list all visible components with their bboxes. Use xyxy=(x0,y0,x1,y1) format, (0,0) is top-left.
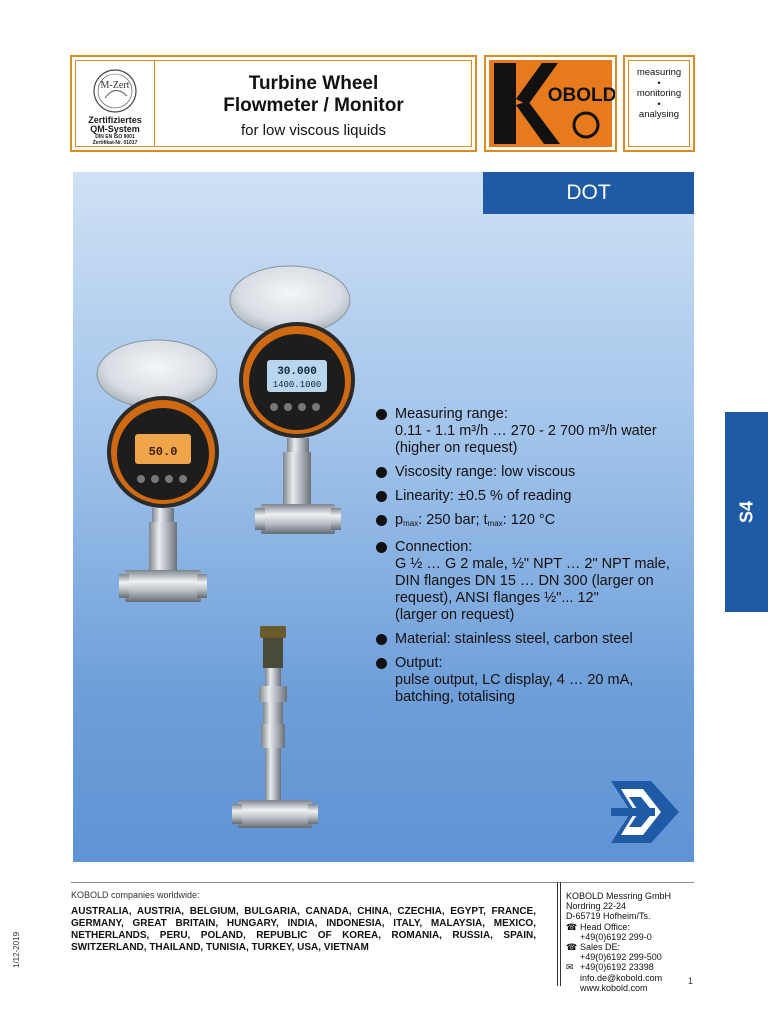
subscript-max: max xyxy=(487,519,503,528)
right-flowmeter xyxy=(230,266,355,534)
footer-contact xyxy=(566,891,694,993)
feature-output xyxy=(376,655,694,706)
footer-divider xyxy=(71,882,694,883)
website-link[interactable]: www.kobold.com xyxy=(580,982,648,993)
bullet-icon xyxy=(376,634,387,645)
phone-icon: ☎ xyxy=(566,942,578,953)
footer-caption: KOBOLD companies worldwide: xyxy=(71,890,200,900)
model-badge: DOT xyxy=(483,172,694,214)
feature-text: pulse output, LC display, 4 … 20 mA, xyxy=(395,672,634,688)
title-line-1: Turbine Wheel xyxy=(248,73,379,94)
feature-pressure-temperature xyxy=(376,512,694,532)
subtitle: for low viscous liquids xyxy=(240,122,387,139)
tag-dot: • xyxy=(657,99,661,109)
fax-row xyxy=(566,962,694,972)
cert-line-3: DIN EN ISO 9001 xyxy=(95,134,135,140)
kobold-arrow-icon xyxy=(611,781,679,843)
bullet-icon xyxy=(376,515,387,526)
feature-text: 0.11 - 1.1 m³/h … 270 - 2 700 m³/h water xyxy=(395,423,657,439)
footer-vertical-rule xyxy=(557,882,558,986)
footer-worldwide xyxy=(71,890,536,954)
right-display-top: 30.000 xyxy=(277,366,317,378)
feature-text: Connection: xyxy=(395,539,473,555)
phone-icon: ☎ xyxy=(566,921,578,932)
right-display-bottom: 1400.1000 xyxy=(272,380,322,390)
m-zert-seal-icon xyxy=(87,66,143,116)
head-office-row xyxy=(566,922,694,942)
feature-linearity xyxy=(376,488,694,505)
compact-flowmeter xyxy=(232,626,318,828)
title-block xyxy=(156,73,471,142)
feature-text xyxy=(395,512,694,532)
tagline-inner xyxy=(628,60,690,147)
feature-text: G ½ … G 2 male, ½" NPT … 2" NPT male, xyxy=(395,556,670,572)
bullet-icon xyxy=(376,467,387,478)
feature-text: batching, totalising xyxy=(395,689,516,705)
cert-divider xyxy=(154,61,155,146)
feature-text: Measuring range: xyxy=(395,406,508,422)
head-office-phone[interactable]: +49(0)6192 299-0 xyxy=(580,931,652,942)
tag-dot: • xyxy=(657,78,661,88)
subscript-max: max xyxy=(403,519,419,528)
tag-analysing: analysing xyxy=(638,109,680,120)
feature-material xyxy=(376,631,694,648)
temperature-value: : 120 °C xyxy=(502,512,556,528)
header-title-box xyxy=(70,55,477,152)
footer-vertical-rule xyxy=(560,882,561,986)
feature-connection xyxy=(376,539,694,624)
header-title-inner xyxy=(75,60,472,147)
company-name: KOBOLD Messring GmbH xyxy=(566,891,672,901)
bullet-icon xyxy=(376,491,387,502)
section-tab-label: S4 xyxy=(736,500,756,524)
head-office-label: Head Office: xyxy=(580,921,630,932)
feature-text: (higher on request) xyxy=(395,440,518,456)
cert-line-1: Zertifiziertes xyxy=(88,115,142,125)
feature-viscosity xyxy=(376,464,694,481)
feature-text: Output: xyxy=(395,655,443,671)
sales-label: Sales DE: xyxy=(580,942,621,953)
logo-wordmark: OBOLD xyxy=(547,85,615,106)
sales-row xyxy=(566,942,694,962)
left-flowmeter xyxy=(97,340,219,602)
email-link[interactable]: info.de@kobold.com xyxy=(580,972,663,983)
tag-monitoring: monitoring xyxy=(636,88,682,99)
kobold-logo xyxy=(484,55,617,152)
city-address: D-65719 Hofheim/Ts. xyxy=(566,911,651,922)
section-tab xyxy=(725,412,768,612)
fax-number: +49(0)6192 23398 xyxy=(580,962,654,973)
title-line-2: Flowmeter / Monitor xyxy=(223,95,404,116)
tagline-box xyxy=(623,55,695,152)
seal-text: M-Zert xyxy=(100,80,130,91)
bullet-icon xyxy=(376,658,387,669)
fax-icon: ✉ xyxy=(566,962,574,973)
p-symbol: p xyxy=(395,512,404,528)
left-display-value: 50.0 xyxy=(148,445,178,459)
certification-badge xyxy=(82,66,148,148)
page-number: 1 xyxy=(688,976,694,986)
feature-text: Linearity: ±0.5 % of reading xyxy=(395,488,572,504)
feature-text: Viscosity range: low viscous xyxy=(395,464,576,480)
kobold-logo-icon xyxy=(486,57,615,150)
bullet-icon xyxy=(376,542,387,553)
pressure-value: : 250 bar; t xyxy=(418,512,488,528)
feature-text: (larger on request) xyxy=(395,607,515,623)
cert-line-4: Zertifikat-Nr. 01017 xyxy=(92,140,138,146)
feature-measuring-range xyxy=(376,406,694,457)
bullet-icon xyxy=(376,409,387,420)
date-code: 1/12-2019 xyxy=(12,931,21,968)
feature-text: Material: stainless steel, carbon steel xyxy=(395,631,633,647)
feature-text: DIN flanges DN 15 … DN 300 (larger on xyxy=(395,573,654,589)
feature-list xyxy=(376,406,694,713)
sales-phone[interactable]: +49(0)6192 299-500 xyxy=(580,952,662,963)
country-list: AUSTRALIA, AUSTRIA, BELGIUM, BULGARIA, CANADA, CHINA, CZECHIA, EGYPT, FRANCE, GERMANY, GREAT BRITAIN, HUNGARY, INDIA, INDONESIA, ITALY, MALAYSIA, MEXICO, NETHERLANDS, PERU, POLAND, REPUBLIC OF KOREA, ROMANIA, RUSSIA, SPAIN, SWITZERLAND, THAILAND, TUNISIA, TURKEY, USA, VIETNAM xyxy=(71,906,536,953)
feature-text: request), ANSI flanges ½"... 12" xyxy=(395,590,599,606)
tag-measuring: measuring xyxy=(636,67,682,78)
street-address: Nordring 22-24 xyxy=(566,901,627,912)
cert-line-2: QM-System xyxy=(90,124,140,134)
